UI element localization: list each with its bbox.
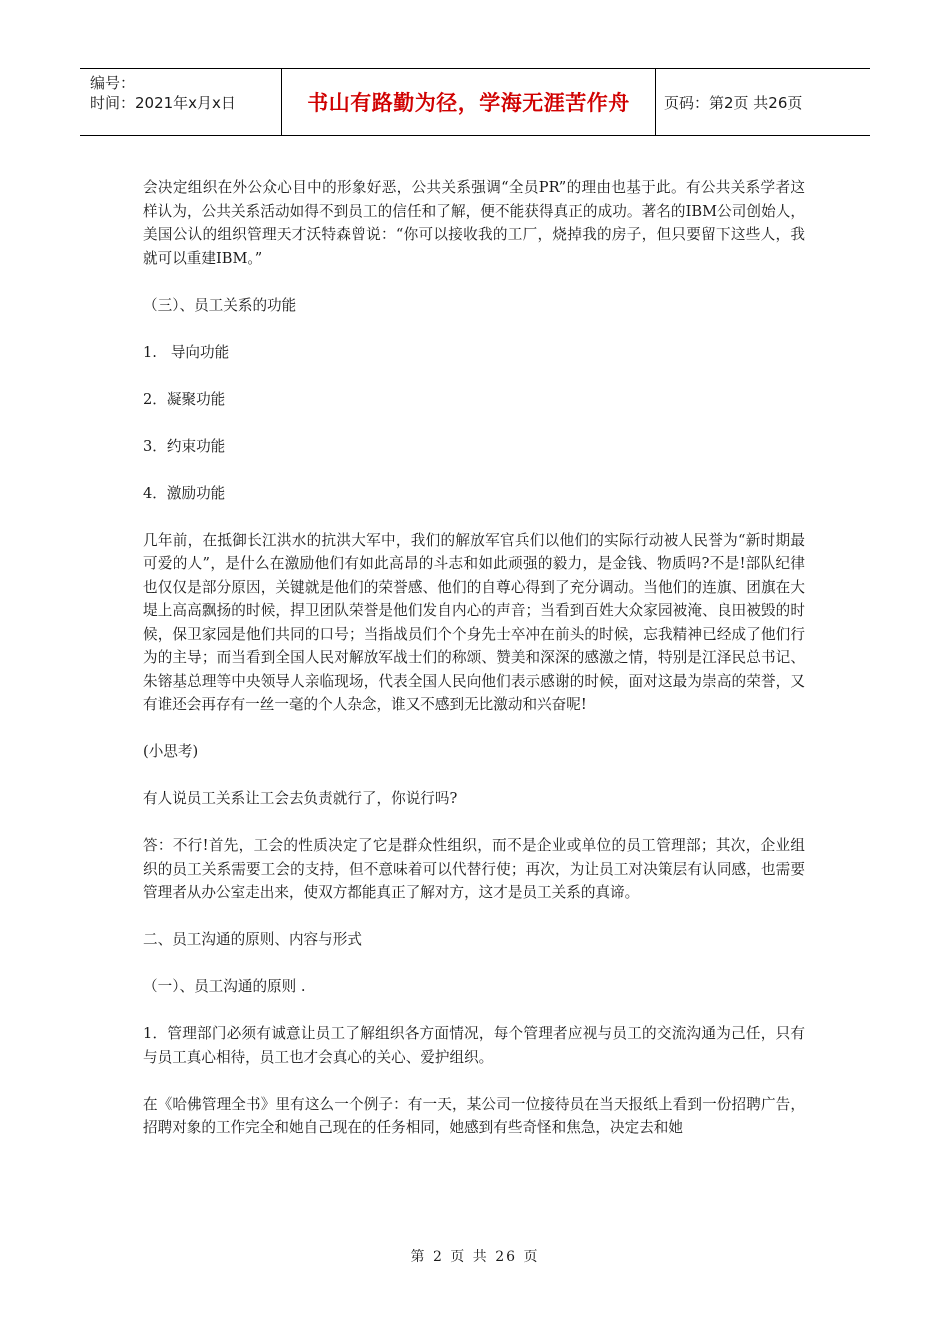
document-date-label: 时间：2021年x月x日 <box>90 94 236 112</box>
page-header <box>80 68 870 136</box>
page-footer: 第 2 页 共 26 页 <box>410 1249 540 1265</box>
subsection-heading-principles: （一）、员工沟通的原则 . <box>143 978 306 995</box>
principle-1: 1．管理部门必须有诚意让员工了解组织各方面情况，每个管理者应视与员工的交流沟通为己任，只有与员工真心相待，员工也才会真心的关心、爱护组织。 <box>143 1025 805 1066</box>
paragraph-flood-example: 几年前，在抵御长江洪水的抗洪大军中，我们的解放军官兵们以他们的实际行动被人民誉为“新时期最可爱的人”，是什么在激励他们有如此高昂的斗志和如此顽强的毅力，是金钱、物质吗?不是!部队纪律也仅仅是部分原因，关键就是他们的荣誉感、他们的自尊心得到了充分调动。当他们的连旗、团旗在大堤上高高飘扬的时候，捍卫团队荣誉是他们发自内心的声音；当看到百姓大众家园被淹、良田被毁的时候，保卫家园是他们共同的口号；当指战员们个个身先士卒冲在前头的时候，忘我精神已经成了他们行为的主导；而当看到全国人民对解放军战士们的称颂、赞美和深深的感激之情，特别是江泽民总书记、朱镕基总理等中央领导人亲临现场，代表全国人民向他们表示感谢的时候，面对这最为崇高的荣誉，又有谁还会再存有一丝一毫的个人杂念，谁又不感到无比激动和兴奋呢! <box>143 531 805 713</box>
reflection-label: (小思考) <box>143 743 199 760</box>
document-number-label: 编号： <box>90 74 136 92</box>
paragraph-1: 会决定组织在外公众心目中的形象好恶，公共关系强调“全员PR”的理由也基于此。有公共关系学者这样认为，公共关系活动如得不到员工的信任和了解，便不能获得真正的成功。著名的IBM公司创始人，美国公认的组织管理天才沃特森曾说：“你可以接收我的工厂，烧掉我的房子，但只要留下这些人，我就可以重建IBM。” <box>143 179 805 267</box>
list-item-motivation: 4．激励功能 <box>143 484 226 502</box>
section-heading-communication: 二、员工沟通的原则、内容与形式 <box>143 931 362 948</box>
section-heading-functions: （三）、员工关系的功能 <box>143 296 297 314</box>
reflection-answer: 答：不行!首先，工会的性质决定了它是群众性组织，而不是企业或单位的员工管理部；其次，企业组织的员工关系需要工会的支持，但不意味着可以代替行使；再次，为让员工对决策层有认同感，也需要管理者从办公室走出来，使双方都能真正了解对方，这才是员工关系的真谛。 <box>143 837 805 901</box>
list-item-guidance: 1. 导向功能 <box>143 343 230 361</box>
paragraph-harvard-example: 在《哈佛管理全书》里有这么一个例子：有一天，某公司一位接待员在当天报纸上看到一份招聘广告，招聘对象的工作完全和她自己现在的任务相同，她感到有些奇怪和焦急，决定去和她 <box>143 1095 805 1136</box>
list-item-constraint: 3．约束功能 <box>143 437 226 455</box>
document-body <box>143 176 805 1163</box>
list-item-cohesion: 2．凝聚功能 <box>143 390 226 408</box>
reflection-question: 有人说员工关系让工会去负责就行了，你说行吗? <box>143 790 458 807</box>
header-meta <box>80 69 282 135</box>
header-page-number: 页码：第2页 共26页 <box>664 93 803 112</box>
header-motto: 书山有路勤为径，学海无涯苦作舟 <box>282 69 656 135</box>
